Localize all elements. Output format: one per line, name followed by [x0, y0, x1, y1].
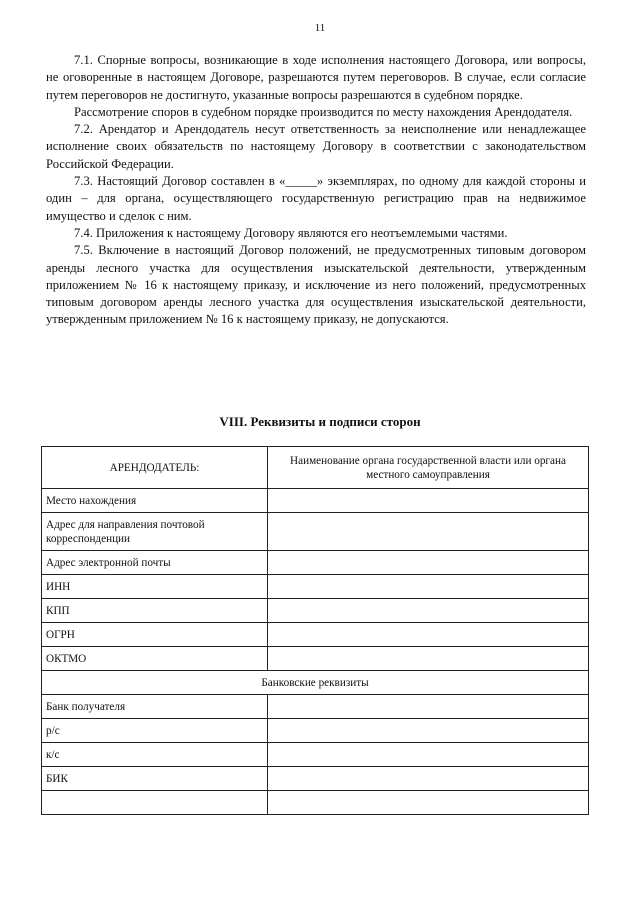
table-row — [42, 599, 589, 623]
row-label — [42, 791, 268, 815]
row-label: к/с — [42, 743, 268, 767]
table-row — [42, 791, 589, 815]
header-authority-name: Наименование органа государственной власти или органа местного самоуправления — [268, 447, 589, 489]
row-label: р/с — [42, 719, 268, 743]
section-title: VIII. Реквизиты и подписи сторон — [219, 414, 421, 429]
table-row — [42, 575, 589, 599]
value-cell-corr-account[interactable] — [268, 743, 589, 767]
value-cell-empty[interactable] — [268, 791, 589, 815]
value-cell-oktmo[interactable] — [268, 647, 589, 671]
paragraph-7-5: 7.5. Включение в настоящий Договор положений, не предусмотренных типовым договором аренды лесного участка для осуществления изыскательской деятельности, утвержденным приложением № 16 к настоящему приказу, и исключение из него положений, предусмотренных типовым договором аренды лесного участка для осуществления изыскательской деятельности, утвержденным приложением № 16 к настоящему приказу, не допускаются. — [46, 243, 586, 327]
contract-text — [46, 52, 586, 329]
header-lessor: АРЕНДОДАТЕЛЬ: — [42, 447, 268, 489]
table-row — [42, 551, 589, 575]
row-label: Адрес для направления почтовой корреспонденции — [42, 513, 268, 551]
value-cell-bank[interactable] — [268, 695, 589, 719]
paragraph-7-4: 7.4. Приложения к настоящему Договору являются его неотъемлемыми частями. — [74, 225, 508, 240]
value-cell-postal-address[interactable] — [268, 513, 589, 551]
paragraph-7-3: 7.3. Настоящий Договор составлен в «_____» экземплярах, по одному для каждой стороны и один – для органа, осуществляющего государственную регистрацию прав на недвижимое имущество и сделок с ним. — [46, 174, 586, 223]
page-number: 11 — [314, 22, 326, 34]
row-label: Место нахождения — [42, 489, 268, 513]
table-row — [42, 743, 589, 767]
row-label: ОКТМО — [42, 647, 268, 671]
row-label: БИК — [42, 767, 268, 791]
value-cell-bik[interactable] — [268, 767, 589, 791]
requisites-table — [41, 446, 589, 815]
table-row — [42, 489, 589, 513]
table-row — [42, 513, 589, 551]
value-cell-location[interactable] — [268, 489, 589, 513]
value-cell-email[interactable] — [268, 551, 589, 575]
row-label: Адрес электронной почты — [42, 551, 268, 575]
table-row — [42, 767, 589, 791]
row-label: КПП — [42, 599, 268, 623]
paragraph-7-1-cont: Рассмотрение споров в судебном порядке производится по месту нахождения Арендодателя. — [74, 104, 573, 119]
value-cell-inn[interactable] — [268, 575, 589, 599]
bank-details-header: Банковские реквизиты — [42, 671, 589, 695]
table-header-row — [42, 447, 589, 489]
table-row — [42, 647, 589, 671]
table-row — [42, 695, 589, 719]
row-label: ОГРН — [42, 623, 268, 647]
paragraph-7-2: 7.2. Арендатор и Арендодатель несут ответственность за неисполнение или ненадлежащее исполнение своих обязательств по настоящему Договору в соответствии с законодательством Российской Федерации. — [46, 122, 586, 171]
value-cell-ogrn[interactable] — [268, 623, 589, 647]
table-row — [42, 623, 589, 647]
value-cell-kpp[interactable] — [268, 599, 589, 623]
row-label: Банк получателя — [42, 695, 268, 719]
table-row — [42, 719, 589, 743]
value-cell-account[interactable] — [268, 719, 589, 743]
row-label: ИНН — [42, 575, 268, 599]
bank-details-header-row — [42, 671, 589, 695]
paragraph-7-1: 7.1. Спорные вопросы, возникающие в ходе исполнения настоящего Договора, или вопросы, не оговоренные в настоящем Договоре, разрешаются путем переговоров. В случае, если согласие путем переговоров не достигнуто, указанные вопросы разрешаются в судебном порядке. — [46, 53, 586, 102]
